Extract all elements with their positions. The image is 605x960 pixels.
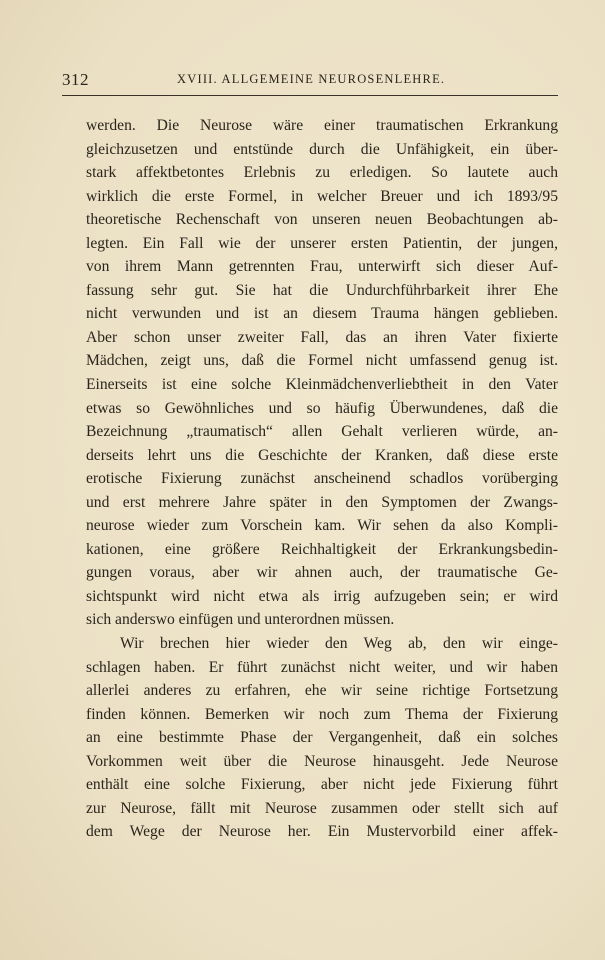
page-header (62, 70, 558, 94)
header-rule (62, 95, 558, 96)
page-number: 312 (62, 70, 89, 89)
text-line: sichtspunkt wird nicht etwa als irrig aufzugeben sein; er wird (86, 587, 558, 605)
text-line: Bezeichnung „traumatisch“ allen Gehalt verlieren würde, an- (86, 423, 558, 441)
text-line: zur Neurose, fällt mit Neurose zusammen oder stellt sich auf (86, 799, 558, 817)
text-line: Mädchen, zeigt uns, daß die Formel nicht umfassend genug ist. (86, 352, 558, 370)
text-line: legten. Ein Fall wie der unserer ersten Patientin, der jungen, (86, 234, 558, 252)
text-line: derseits lehrt uns die Geschichte der Kranken, daß diese erste (86, 446, 558, 464)
text-line: Aber schon unser zweiter Fall, das an ihren Vater fixierte (86, 328, 558, 346)
text-line: wirklich die erste Formel, in welcher Breuer und ich 1893/95 (86, 187, 558, 205)
text-line: theoretische Rechenschaft von unseren neuen Beobachtungen ab- (86, 211, 558, 229)
text-line: erotische Fixierung zunächst anscheinend schadlos vorüberging (86, 470, 558, 488)
running-title: XVIII. ALLGEMEINE NEUROSENLEHRE. (177, 72, 446, 86)
text-line: werden. Die Neurose wäre einer traumatischen Erkrankung (86, 117, 558, 134)
text-line: Wir brechen hier wieder den Weg ab, den wir einge- (120, 635, 558, 653)
text-line: allerlei anderes zu erfahren, ehe wir seine richtige Fortsetzung (86, 682, 558, 700)
text-line: kationen, eine größere Reichhaltigkeit der Erkrankungsbedin- (86, 540, 558, 558)
text-line: von ihrem Mann getrennten Frau, unterwirft sich dieser Auf- (86, 258, 558, 276)
text-line: nicht verwunden und ist an diesem Trauma hängen geblieben. (86, 305, 558, 323)
text-line: Einerseits ist eine solche Kleinmädchenverliebtheit in den Vater (86, 376, 558, 394)
text-line: dem Wege der Neurose her. Ein Mustervorbild einer affek- (86, 823, 558, 841)
paragraph-1 (86, 114, 558, 632)
text-line: sich anderswo einfügen und unterordnen müssen. (86, 611, 395, 629)
body-text (86, 114, 558, 844)
text-line: und erst mehrere Jahre später in den Symptomen der Zwangs- (86, 493, 558, 511)
text-line: etwas so Gewöhnliches und so häufig Überwundenes, daß die (86, 399, 558, 417)
text-line: finden können. Bemerken wir noch zum Thema der Fixierung (86, 705, 558, 723)
text-line: Vorkommen weit über die Neurose hinausgeht. Jede Neurose (86, 752, 558, 770)
text-line: an eine bestimmte Phase der Vergangenheit, daß ein solches (86, 729, 558, 747)
text-line: gleichzusetzen und entstünde durch die Unfähigkeit, ein über- (86, 140, 558, 158)
text-line: neurose wieder zum Vorschein kam. Wir sehen da also Kompli- (86, 517, 558, 535)
text-line: fassung sehr gut. Sie hat die Undurchführbarkeit ihrer Ehe (86, 281, 558, 299)
text-line: gungen voraus, aber wir ahnen auch, der traumatische Ge- (86, 564, 558, 582)
text-line: schlagen haben. Er führt zunächst nicht weiter, und wir haben (86, 658, 558, 676)
text-line: enthält eine solche Fixierung, aber nicht jede Fixierung führt (86, 776, 558, 794)
text-line: stark affektbetontes Erlebnis zu erledigen. So lautete auch (86, 164, 558, 182)
paragraph-2 (86, 632, 558, 844)
